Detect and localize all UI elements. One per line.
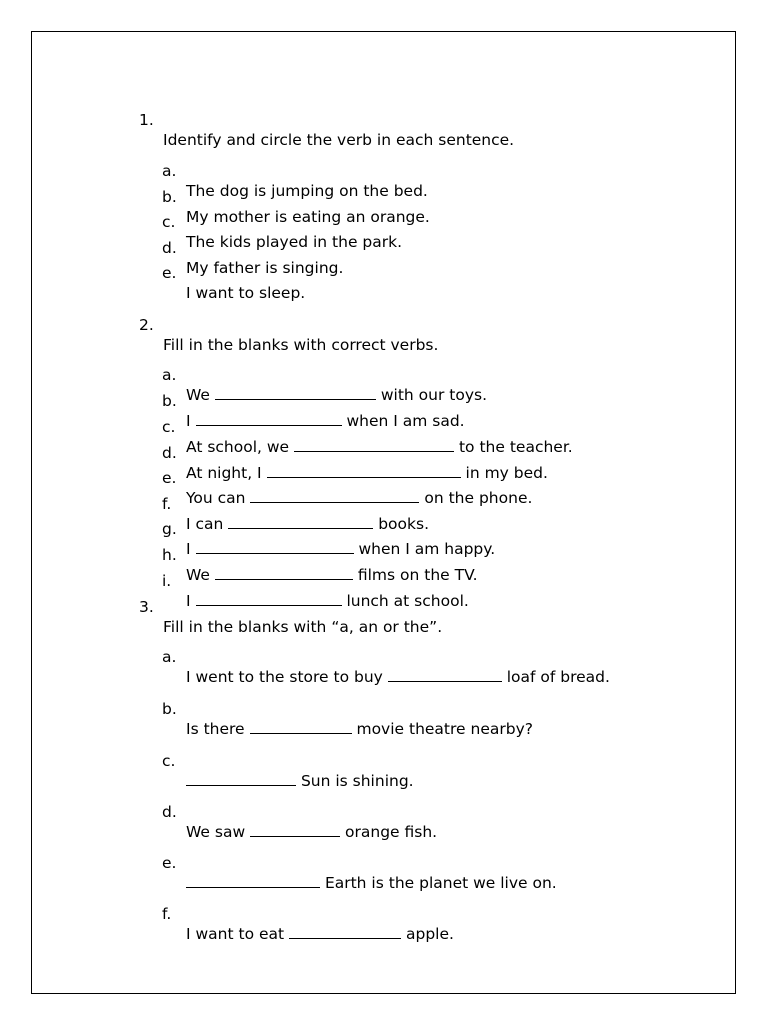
item-letter: a. [162,162,177,180]
item-text-after: with our toys. [380,386,487,404]
item-text-after: books. [378,515,430,533]
item-letter: d. [162,803,177,821]
item-letter: f. [162,495,172,513]
item-text-before: We [186,386,210,404]
item-text-after: when I am sad. [346,412,465,430]
item-text-after: orange fish. [345,823,438,841]
section-number: 2. [139,316,154,334]
item-text-after: apple. [405,925,454,943]
item-text-before: I [186,540,191,558]
list-item [0,679,533,739]
section-number: 3. [139,598,154,616]
answer-blank[interactable] [250,822,340,837]
item-letter: d. [162,444,177,462]
item-text-before: Is there [186,720,245,738]
item-text-after: films on the TV. [357,566,478,584]
item-letter: e. [162,854,177,872]
item-text-before: I [186,412,191,430]
item-letter: h. [162,546,177,564]
item-letter: e. [162,264,177,282]
item-letter: a. [162,366,177,384]
item-text: I want to sleep. [186,284,306,302]
answer-blank[interactable] [196,591,342,606]
item-text-before: I want to eat [186,925,285,943]
answer-blank[interactable] [196,411,342,426]
list-item [0,884,454,944]
item-text: My mother is eating an orange. [186,208,430,226]
item-text-after: when I am happy. [358,540,496,558]
section-instruction: Fill in the blanks with “a, an or the”. [163,618,443,636]
item-letter: b. [162,188,177,206]
item-letter: c. [162,418,176,436]
answer-blank[interactable] [196,539,354,554]
item-text-after: lunch at school. [346,592,469,610]
item-text-after: movie theatre nearby? [356,720,533,738]
item-text-before: We saw [186,823,246,841]
item-text: The dog is jumping on the bed. [186,182,428,200]
answer-blank[interactable] [294,437,454,452]
item-text-after: on the phone. [424,489,533,507]
item-text-after: in my bed. [465,464,548,482]
item-letter: f. [162,905,172,923]
item-text-after: Sun is shining. [300,772,414,790]
answer-blank[interactable] [250,719,352,734]
answer-blank[interactable] [267,463,461,478]
answer-blank[interactable] [228,514,373,529]
section-number: 1. [139,111,154,129]
item-letter: d. [162,239,177,257]
section-instruction: Fill in the blanks with correct verbs. [163,336,439,354]
answer-blank[interactable] [289,924,401,939]
item-text-before: At night, I [186,464,262,482]
answer-blank[interactable] [215,565,353,580]
item-text-after: Earth is the planet we live on. [324,874,557,892]
item-letter: c. [162,213,176,231]
item-text: My father is singing. [186,259,344,277]
item-letter: c. [162,752,176,770]
item-letter: e. [162,469,177,487]
item-letter: g. [162,520,177,538]
item-text-after: loaf of bread. [506,668,610,686]
answer-blank[interactable] [250,488,419,503]
answer-blank[interactable] [186,771,296,786]
page-border [31,31,736,994]
answer-blank[interactable] [215,385,376,400]
item-text-before: I went to the store to buy [186,668,383,686]
item-letter: a. [162,648,177,666]
item-text-before: At school, we [186,438,290,456]
item-text-before: I can [186,515,224,533]
item-letter: b. [162,392,177,410]
item-text-before: We [186,566,210,584]
item-text: The kids played in the park. [186,233,403,251]
item-letter: b. [162,700,177,718]
section-instruction: Identify and circle the verb in each sentence. [163,131,515,149]
answer-blank[interactable] [186,873,320,888]
item-text-before: I [186,592,191,610]
item-text-before: You can [186,489,246,507]
item-letter: i. [162,572,172,590]
answer-blank[interactable] [388,667,502,682]
item-text-after: to the teacher. [458,438,573,456]
